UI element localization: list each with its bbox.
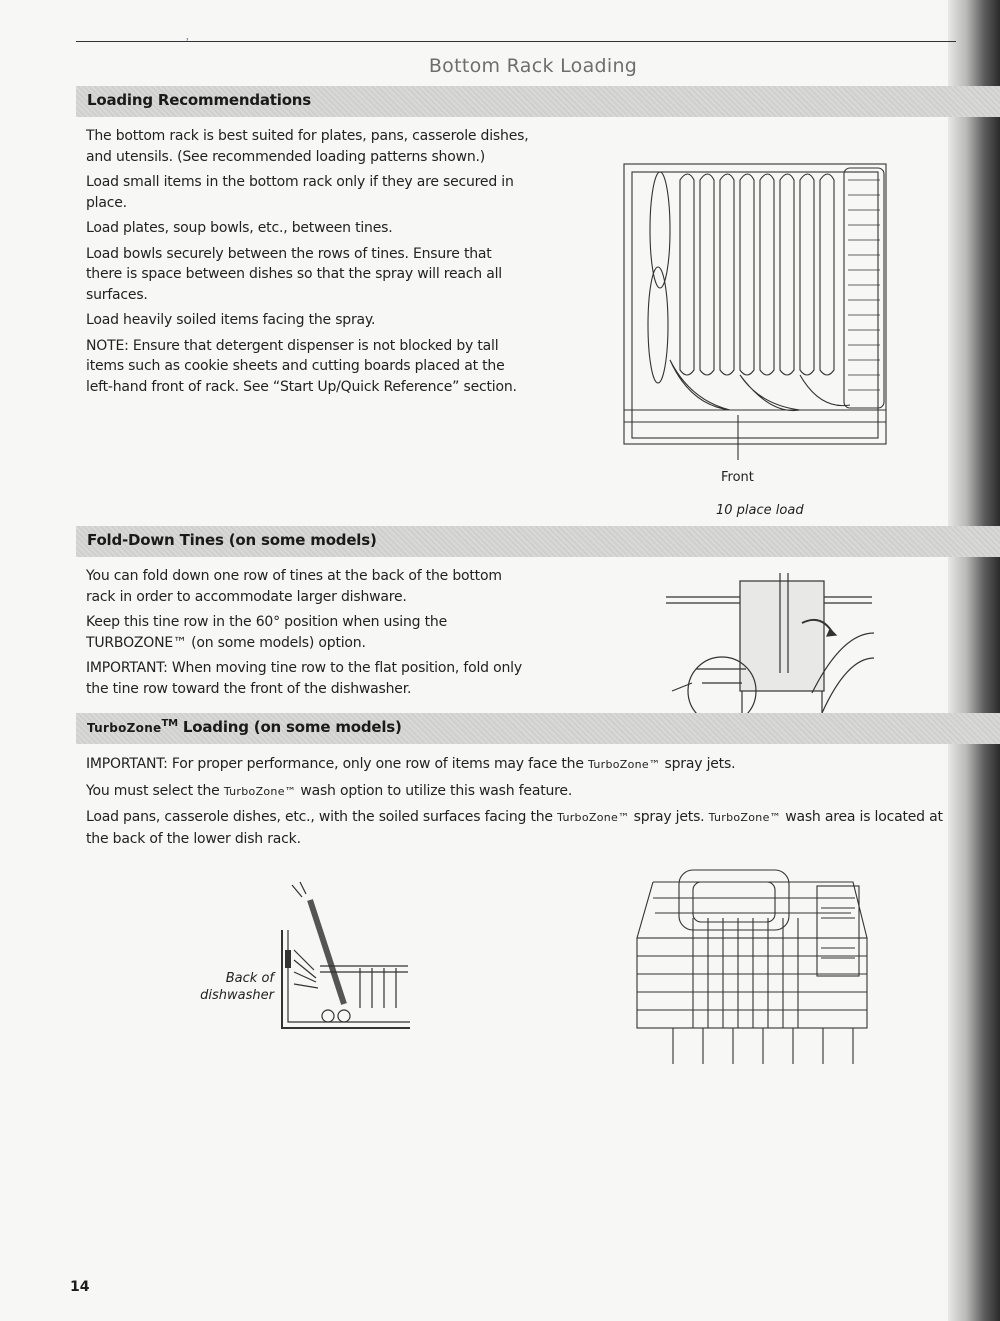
paragraph: IMPORTANT: When moving tine row to the flat position, fold only the tine row toward the front of the dishwasher.	[86, 660, 522, 697]
section-header-fold-down-tines	[76, 526, 1000, 557]
heading-brand: TurboZone	[87, 721, 162, 735]
turbozone-side-view-illustration	[280, 880, 415, 1030]
top-rule	[76, 41, 956, 42]
section-heading	[87, 718, 402, 736]
brand-run: TurboZone™	[708, 811, 781, 824]
text-run: wash area is located at the back of the lower dish rack.	[86, 809, 943, 847]
ten-place-load-illustration	[620, 160, 890, 460]
section-header-loading-recommendations	[76, 86, 1000, 117]
text-run: IMPORTANT: For proper performance, only one row of items may face the	[86, 756, 589, 772]
paragraph: Load small items in the bottom rack only if they are secured in place.	[86, 174, 514, 211]
text-run: You must select the	[86, 782, 224, 799]
text-run: spray jets.	[629, 809, 709, 825]
paragraph: You can fold down one row of tines at the back of the bottom rack in order to accommodate larger dishware.	[86, 568, 502, 605]
paragraph: Load plates, soup bowls, etc., between tines.	[86, 220, 393, 236]
paragraph	[86, 807, 946, 849]
brand-run: TurboZone™	[223, 784, 297, 798]
brand-run: TurboZone™	[588, 758, 661, 771]
section-heading: Fold-Down Tines (on some models)	[87, 531, 377, 549]
section-heading: Loading Recommendations	[87, 91, 312, 109]
paragraph: Load bowls securely between the rows of tines. Ensure that there is space between dishes so that the spray will reach all surfaces.	[86, 245, 502, 303]
page-title: Bottom Rack Loading	[428, 55, 638, 77]
turbozone-rack-illustration	[633, 868, 873, 1068]
turbozone-loading-text	[86, 754, 946, 854]
text-run: wash option to utilize this wash feature.	[296, 782, 573, 799]
paragraph: The bottom rack is best suited for plates, pans, casserole dishes, and utensils. (See recommended loading patterns shown.)	[86, 128, 529, 165]
paragraph: Load heavily soiled items facing the spray.	[86, 312, 376, 328]
front-label: Front	[721, 470, 754, 485]
brand-run: TurboZone™	[557, 811, 630, 824]
paragraph	[86, 781, 946, 803]
text-run: spray jets.	[660, 756, 736, 772]
section-header-turbozone-loading	[76, 713, 1000, 744]
figure-caption: 10 place load	[716, 503, 804, 518]
paragraph	[86, 754, 946, 776]
binding-mark: ʾ	[186, 36, 190, 49]
fold-down-tines-illustration	[662, 573, 877, 713]
heading-trademark: TM	[161, 718, 178, 729]
page-number: 14	[70, 1279, 90, 1295]
paragraph: Keep this tine row in the 60° position when using the TURBOZONE™ (on some models) option.	[86, 614, 447, 651]
paragraph: NOTE: Ensure that detergent dispenser is not blocked by tall items such as cookie sheets and cutting boards placed at the left-hand front of rack. See “Start Up/Quick Reference” section.	[86, 337, 517, 395]
page-gutter-shadow	[948, 0, 1000, 1321]
text-run: Load pans, casserole dishes, etc., with the soiled surfaces facing the	[86, 809, 558, 825]
loading-recommendations-text	[86, 126, 531, 402]
back-of-dishwasher-label: Back of dishwasher	[200, 971, 274, 1003]
heading-rest: Loading (on some models)	[177, 718, 402, 736]
fold-down-tines-text	[86, 566, 531, 704]
